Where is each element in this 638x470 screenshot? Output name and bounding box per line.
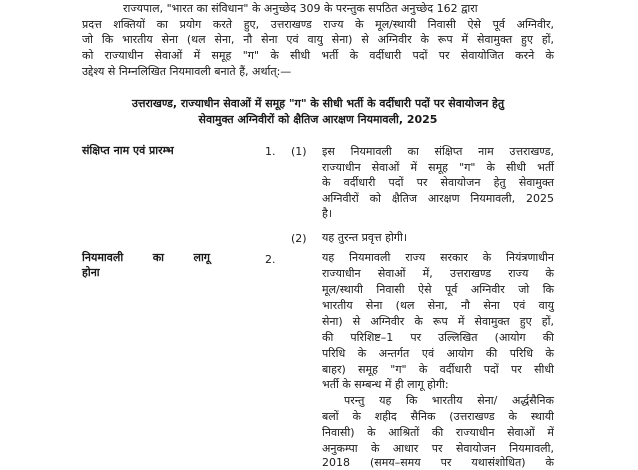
rule-2-number: 2. — [265, 253, 276, 266]
rule-2-heading: नियमावली का लागू — [82, 251, 210, 264]
rule-2-line: भारतीय सेना (थल सेना, नौ सेना एवं वायु — [322, 299, 554, 312]
rule-2-line: बाहर) समूह "ग" के वर्दीधारी पदों पर सीधी — [322, 363, 554, 376]
rule-1-sub1-line: है। — [322, 207, 333, 220]
rule-2-line: मूल/स्थायी निवासी ऐसे पूर्व अग्निवीर जो कि — [322, 283, 554, 296]
preamble-line: को राज्याधीन सेवाओं में समूह "ग" के सीधी भर्ती के वर्दीधारी पदों पर सेवायोजित करने के — [82, 49, 554, 62]
rule-2-line: राज्याधीन सेवाओं में, उत्तराखण्ड राज्य के — [322, 267, 554, 280]
rule-2-proviso-line: अनुकम्पा के आधार पर सेवायोजन नियमावली, — [322, 442, 554, 455]
rule-2-proviso-line: बलों के शहीद सैनिक (उत्तराखण्ड के स्थायी — [322, 410, 554, 423]
rule-2-line: सेना) से अग्निवीर के रूप में सेवामुक्त हुए हों, — [322, 315, 554, 328]
rule-1-sub1-line: अग्निवीरों को क्षैतिज आरक्षण नियमावली, 2025 — [322, 192, 554, 205]
rule-2-line: की परिशिष्ट–1 पर उल्लिखित (आयोग की — [322, 331, 554, 344]
rule-1-number: 1. — [265, 145, 276, 158]
title-line: उत्तराखण्ड, राज्याधीन सेवाओं में समूह "ग" के सीधी भर्ती के वर्दीधारी पदों पर सेवायोजन हेतु — [131, 97, 505, 110]
rule-1-sub1-line: के वर्दीधारी पदों पर सेवायोजन हेतु सेवामुक्त — [322, 176, 554, 189]
rule-1-sub1-number: (1) — [291, 145, 307, 158]
rule-2-proviso-line: निवासी) के आश्रितों की राज्याधीन सेवाओं में — [322, 426, 554, 439]
preamble-line: प्रदत्त शक्तियों का प्रयोग करते हुए, उत्तराखण्ड राज्य के मूल/स्थायी निवासी ऐसे पूर्व अग्निवीर, — [82, 18, 554, 31]
rule-2-line: परिधि के अन्तर्गत एवं आयोग की परिधि के — [322, 347, 554, 360]
rule-2-proviso-line: परन्तु यह कि भारतीय सेना/ अर्द्धसैनिक — [344, 394, 554, 407]
preamble-line: जो कि भारतीय सेना (थल सेना, नौ सेना एवं वायु सेना) से अग्निवीर के रूप में सेवामुक्त हुए हों, — [82, 33, 554, 46]
rule-1-sub1-line: इस नियमावली का संक्षिप्त नाम उत्तराखण्ड, — [322, 145, 554, 158]
rule-2-heading: होना — [82, 266, 100, 279]
rule-1-heading: संक्षिप्त नाम एवं प्रारम्भ — [82, 144, 174, 157]
rule-1-sub2-text: यह तुरन्त प्रवृत्त होगी। — [322, 231, 408, 244]
rule-2-line: यह नियमावली राज्य सरकार के नियंत्रणाधीन — [322, 251, 554, 264]
rule-2-line: भर्ती के सम्बन्ध में ही लागू होगी: — [322, 378, 449, 391]
rule-2-proviso-line: 2018 (समय–समय पर यथासंशोधित) के — [322, 456, 554, 469]
rule-1-sub2-number: (2) — [291, 232, 307, 245]
preamble-line: उद्देश्य से निम्नलिखित नियमावली बनाते हैं, अर्थात्:— — [82, 65, 292, 78]
preamble-line: राज्यपाल, "भारत का संविधान" के अनुच्छेद 309 के परन्तुक सपठित अनुच्छेद 162 द्वारा — [123, 2, 478, 15]
title-line: सेवामुक्त अग्निवीरों को क्षैतिज आरक्षण नियमावली, 2025 — [198, 113, 438, 126]
rule-1-sub1-line: राज्याधीन सेवाओं में समूह "ग" के सीधी भर्ती — [322, 161, 554, 174]
